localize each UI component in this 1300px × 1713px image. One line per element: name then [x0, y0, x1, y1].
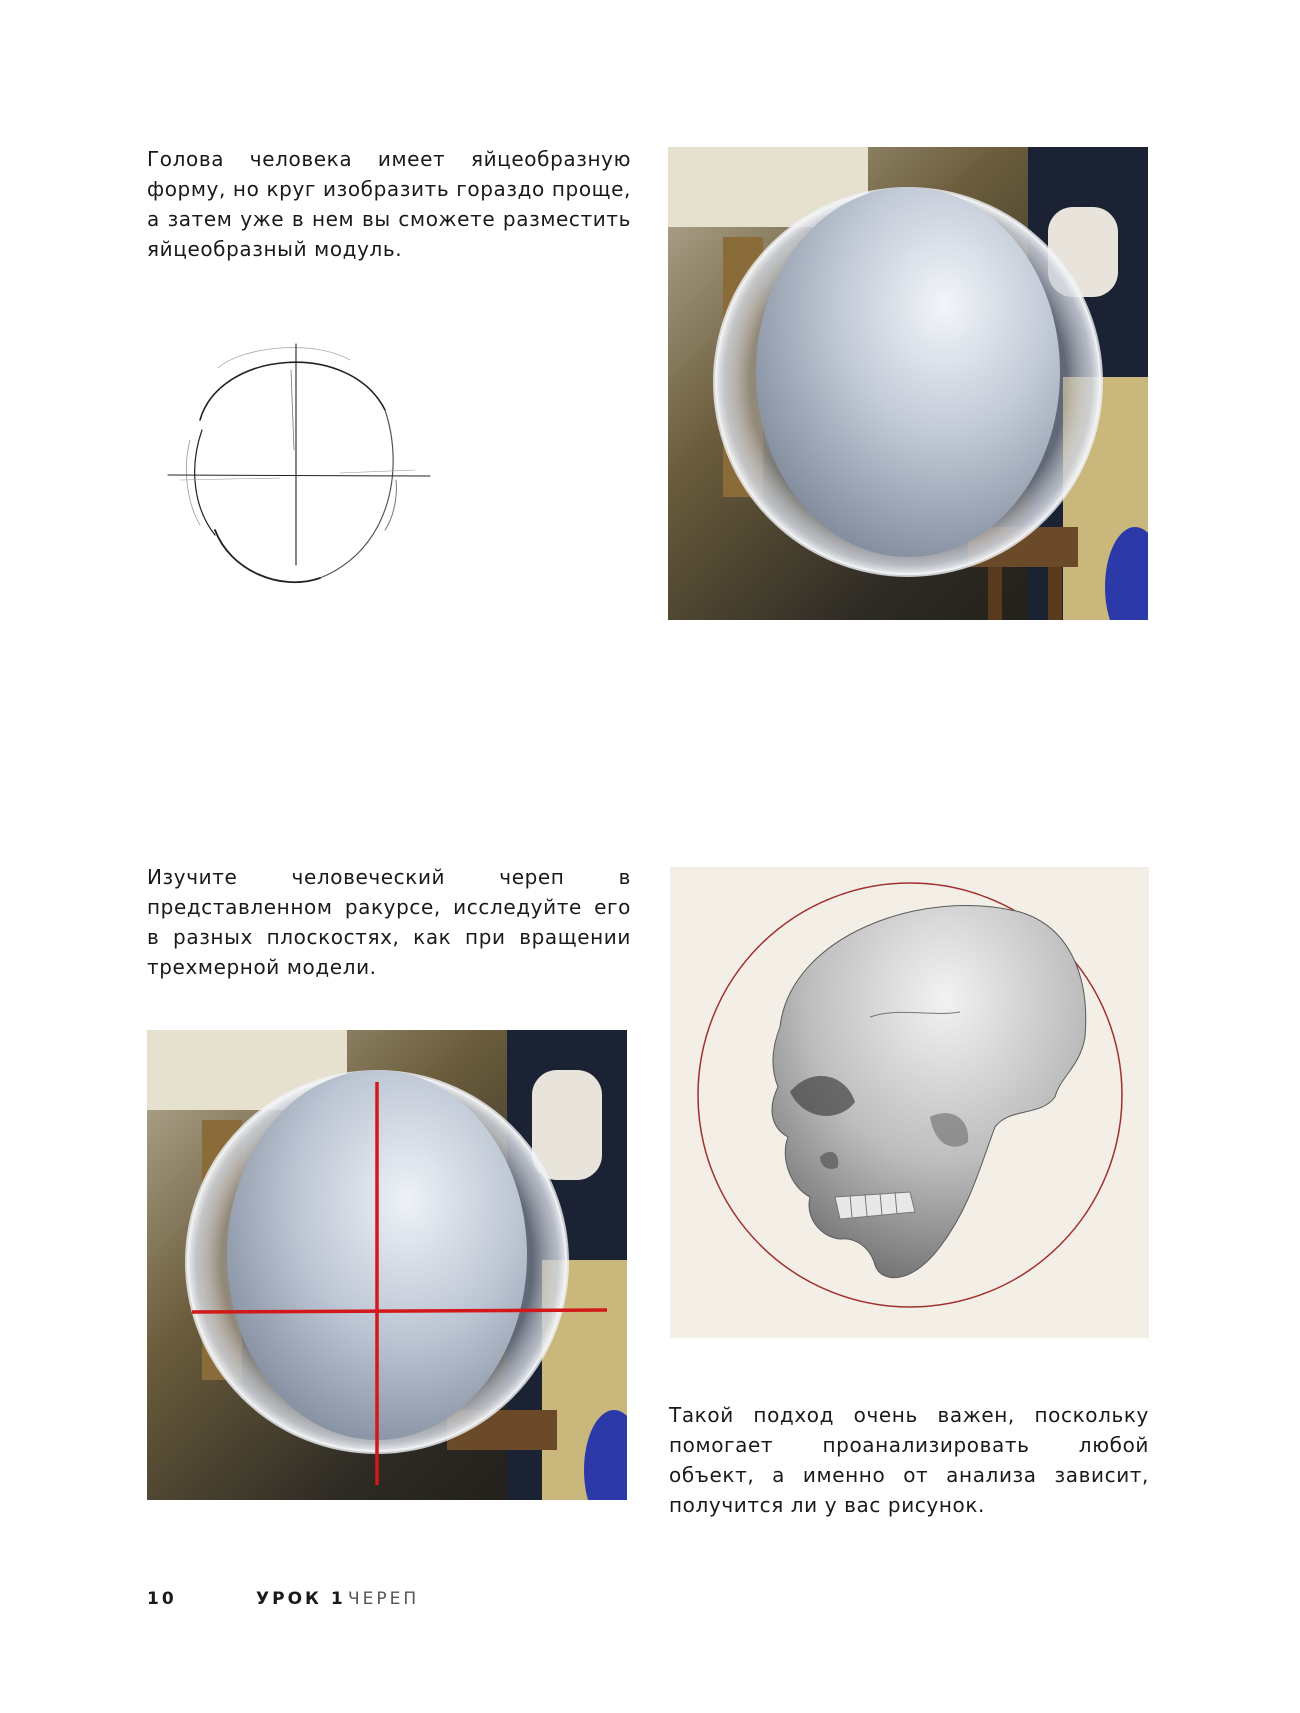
paragraph-head-shape: Голова человека имеет яйцеобразную форму, но круг изобразить гораздо проще, а затем уже в нем вы сможете разместить яйцеобразный модуль. — [147, 147, 631, 261]
lesson-label: УРОК 1 — [256, 1589, 346, 1609]
paragraph-study-skull: Изучите человеческий череп в представленном ракурсе, исследуйте его в разных плоскостях, как при вращении трехмерной модели. — [147, 865, 631, 979]
egg-sphere-with-guides-photo — [147, 1030, 627, 1500]
horizontal-guide-line — [192, 1310, 607, 1312]
skull-in-circle-illustration — [670, 867, 1149, 1338]
egg-in-sphere-photo — [668, 147, 1148, 620]
lesson-topic: ЧЕРЕП — [348, 1589, 420, 1609]
page-number: 10 — [147, 1589, 177, 1609]
paragraph-approach: Такой подход очень важен, поскольку помогает проанализировать любой объект, а именно от анализа зависит, получится ли у вас рисунок. — [669, 1403, 1149, 1517]
head-sketch-illustration — [160, 330, 440, 590]
